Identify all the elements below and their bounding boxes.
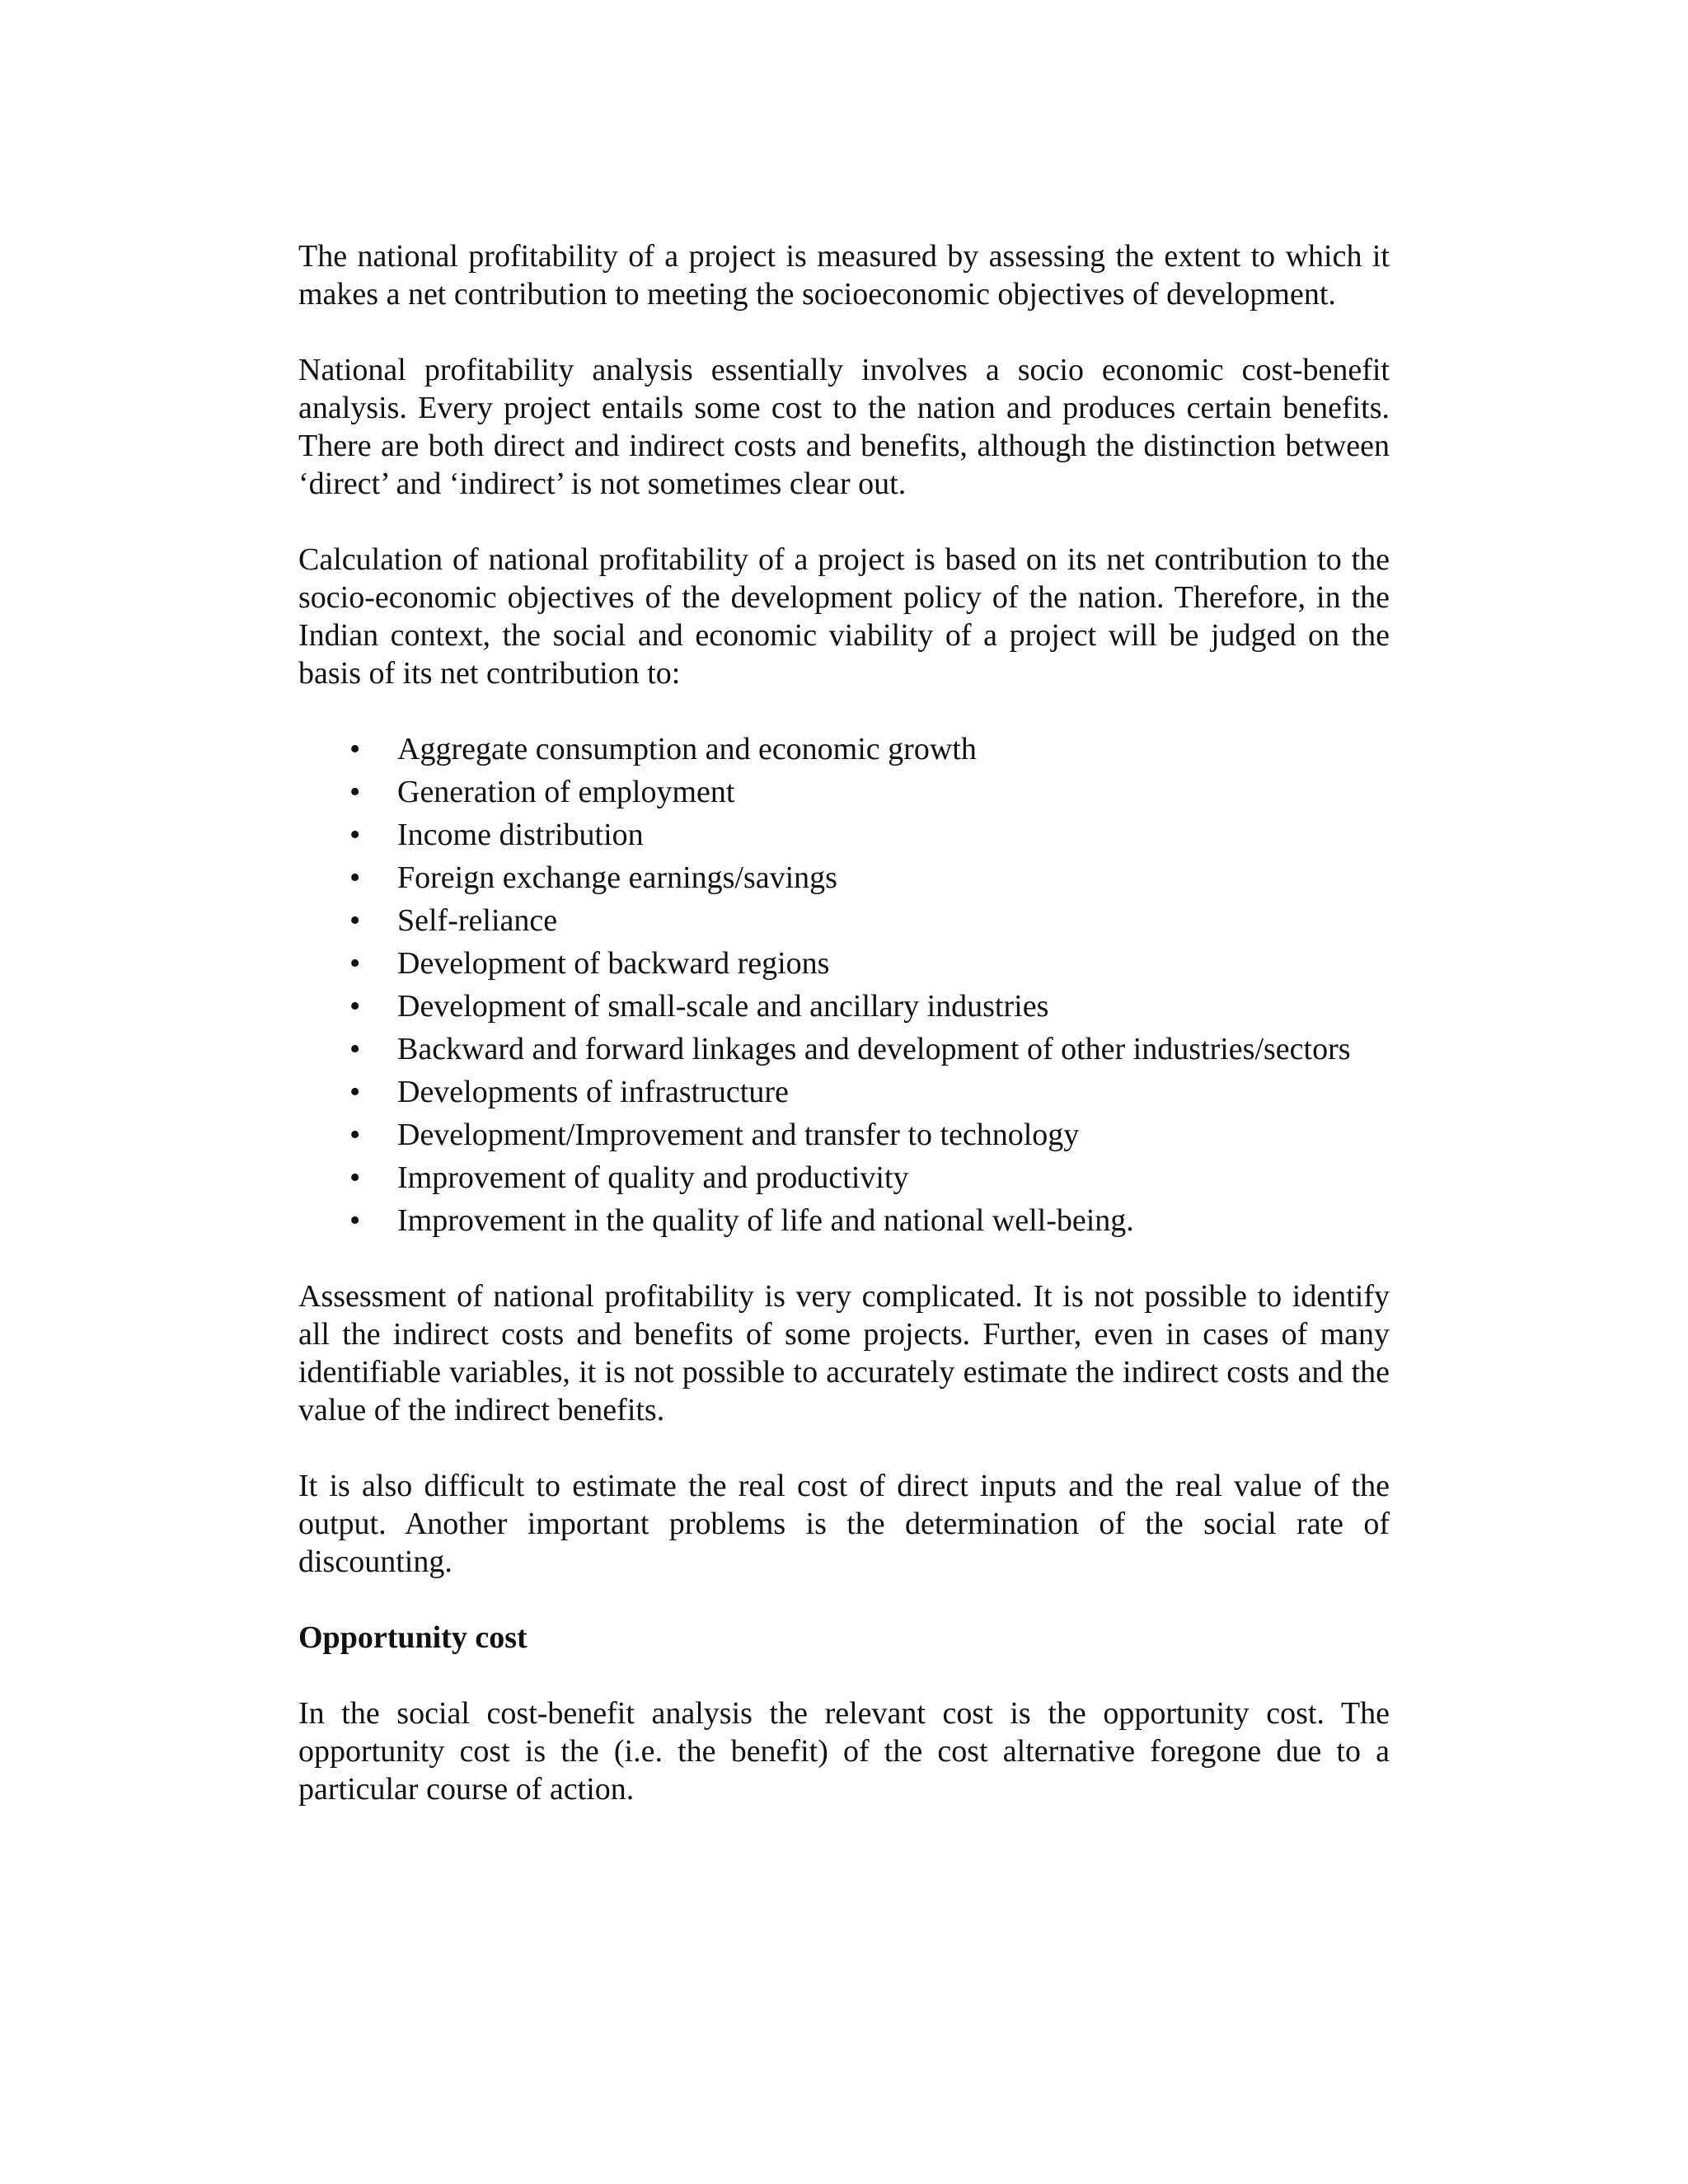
bullet-icon: • [349, 818, 361, 852]
bullet-icon: • [349, 1075, 361, 1109]
list-item: • Backward and forward linkages and development of other industries/sectors [349, 1032, 1351, 1066]
bullet-icon: • [349, 903, 361, 938]
list-item: • Development of small-scale and ancillary industries [349, 989, 1049, 1024]
paragraph-cost-benefit-analysis: National profitability analysis essentially involves a socio economic cost-benefit analysis. Every project entails some cost to the nation and produces certain benefits. There are both direct and indirect costs and benefits, although the distinction between ‘direct’ and ‘indirect’ is not sometimes clear out. [298, 353, 1390, 501]
bullet-icon: • [349, 775, 361, 809]
list-item: • Development/Improvement and transfer to technology [349, 1118, 1080, 1152]
bullet-icon: • [349, 1032, 361, 1066]
section-heading-opportunity-cost: Opportunity cost [298, 1620, 528, 1655]
paragraph-opportunity-cost: In the social cost-benefit analysis the relevant cost is the opportunity cost. The opportunity cost is the (i.e. the benefit) of the cost alternative foregone due to a particular course of action. [298, 1696, 1390, 1807]
objectives-list [298, 730, 1390, 1240]
paragraph-assessment-complexity: Assessment of national profitability is very complicated. It is not possible to identify all the indirect costs and benefits of some projects. Further, even in cases of many identifiable variables, it is not possible to accurately estimate the indirect costs and the value of the indirect benefits. [298, 1279, 1390, 1427]
list-item: • Developments of infrastructure [349, 1075, 789, 1109]
list-item: • Development of backward regions [349, 946, 830, 981]
bullet-icon: • [349, 860, 361, 895]
list-item: • Aggregate consumption and economic growth [349, 732, 977, 766]
document-page [298, 237, 1390, 1846]
list-item: • Self-reliance [349, 903, 558, 938]
list-item: • Improvement in the quality of life and national well-being. [349, 1203, 1134, 1238]
bullet-icon: • [349, 989, 361, 1024]
bullet-icon: • [349, 1203, 361, 1238]
paragraph-estimation-difficulty: It is also difficult to estimate the real cost of direct inputs and the real value of the output. Another important problems is the determination of the social rate of discounting. [298, 1469, 1390, 1579]
list-item: • Improvement of quality and productivity [349, 1160, 909, 1195]
paragraph-calculation-basis: Calculation of national profitability of a project is based on its net contribution to the socio-economic objectives of the development policy of the nation. Therefore, in the Indian context, the social and economic viability of a project will be judged on the basis of its net contribution to: [298, 542, 1390, 691]
bullet-icon: • [349, 946, 361, 981]
bullet-icon: • [349, 1160, 361, 1195]
bullet-icon: • [349, 732, 361, 766]
list-item: • Generation of employment [349, 775, 735, 809]
list-item: • Foreign exchange earnings/savings [349, 860, 837, 895]
bullet-icon: • [349, 1118, 361, 1152]
list-item: • Income distribution [349, 818, 644, 852]
paragraph-national-profitability-definition: The national profitability of a project is measured by assessing the extent to which it makes a net contribution to meeting the socioeconomic objectives of development. [298, 239, 1390, 312]
